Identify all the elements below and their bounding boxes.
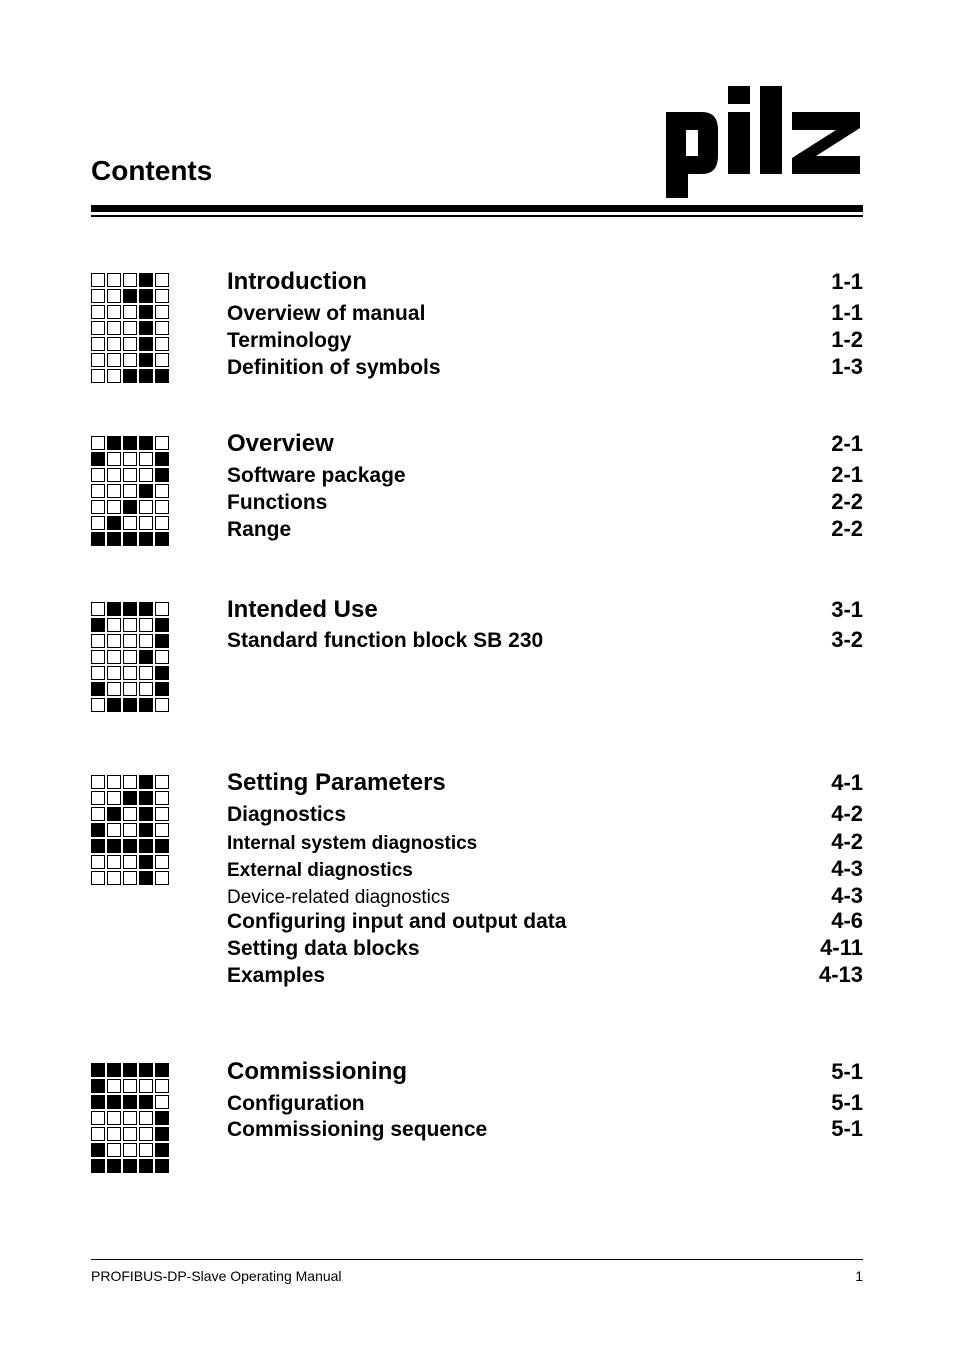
icon-cell [107,775,121,789]
chapter-number-icon [91,436,169,546]
icon-cell [139,1127,153,1141]
toc-entry-label: External diagnostics [227,860,413,881]
icon-cell [155,452,169,466]
icon-cell [155,698,169,712]
icon-cell [123,500,137,514]
toc-entry-page: 4-6 [831,908,863,933]
toc-entry[interactable] [227,803,863,825]
icon-cell [139,452,153,466]
icon-cell [155,775,169,789]
icon-cell [123,1063,137,1077]
toc-entry[interactable] [227,1118,863,1140]
icon-cell [91,500,105,514]
icon-cell [155,1079,169,1093]
icon-cell [155,436,169,450]
icon-cell [123,1111,137,1125]
icon-cell [107,353,121,367]
icon-cell [107,618,121,632]
chapter-number-icon [91,273,169,383]
icon-cell [107,839,121,853]
icon-cell [107,823,121,837]
icon-cell [91,289,105,303]
icon-cell [107,321,121,335]
icon-cell [155,1143,169,1157]
icon-cell [107,1143,121,1157]
toc-entry-label: Functions [227,491,328,514]
icon-cell [107,516,121,530]
icon-cell [139,698,153,712]
icon-cell [91,698,105,712]
icon-cell [155,791,169,805]
icon-cell [91,468,105,482]
icon-cell [107,369,121,383]
toc-chapter-entry[interactable] [227,432,863,456]
toc-entry[interactable] [227,518,863,540]
icon-cell [139,1063,153,1077]
toc-entry-label: Internal system diagnostics [227,833,478,854]
icon-cell [155,321,169,335]
icon-cell [107,1159,121,1173]
header-rule-thick [91,205,863,212]
icon-cell [155,532,169,546]
icon-cell [123,602,137,616]
icon-cell [155,468,169,482]
toc-entry-label: Overview of manual [227,302,426,325]
icon-cell [91,273,105,287]
icon-cell [139,634,153,648]
toc-entry-page: 1-2 [831,327,863,352]
toc-entry-label: Terminology [227,329,352,352]
icon-cell [107,871,121,885]
icon-cell [155,353,169,367]
icon-cell [139,618,153,632]
toc-entry[interactable] [227,910,863,932]
icon-cell [107,791,121,805]
icon-cell [123,452,137,466]
icon-cell [123,1095,137,1109]
icon-cell [91,1127,105,1141]
toc-entry[interactable] [227,629,863,651]
icon-cell [107,305,121,319]
toc-entry-page: 4-3 [831,856,863,881]
icon-cell [139,369,153,383]
icon-cell [107,337,121,351]
icon-cell [123,1127,137,1141]
icon-cell [123,618,137,632]
toc-entry-page: 3-2 [831,627,863,652]
icon-cell [123,289,137,303]
icon-cell [91,666,105,680]
icon-cell [155,273,169,287]
icon-cell [107,634,121,648]
icon-cell [139,516,153,530]
icon-cell [139,1111,153,1125]
icon-cell [123,634,137,648]
icon-cell [123,650,137,664]
icon-cell [91,775,105,789]
icon-cell [139,468,153,482]
chapter-number-icon [91,1063,169,1173]
icon-cell [139,532,153,546]
icon-cell [91,532,105,546]
icon-cell [123,1143,137,1157]
icon-cell [91,484,105,498]
icon-cell [107,468,121,482]
icon-cell [155,500,169,514]
toc-entry-label: Software package [227,464,406,487]
icon-cell [107,436,121,450]
toc-entry-page: 4-2 [831,829,863,854]
page-title: Contents [91,155,213,186]
icon-cell [139,1159,153,1173]
toc-entry-page: 4-13 [818,962,863,987]
icon-cell [107,682,121,696]
icon-cell [139,855,153,869]
toc-entry-label: Introduction [227,268,367,295]
icon-cell [155,1063,169,1077]
icon-cell [139,839,153,853]
icon-cell [91,1159,105,1173]
toc-entry-page: 5-1 [831,1090,863,1115]
toc-entry-label: Overview [227,430,334,457]
toc-entry[interactable] [227,302,863,324]
icon-cell [123,484,137,498]
icon-cell [139,666,153,680]
icon-cell [91,839,105,853]
icon-cell [91,807,105,821]
toc-chapter-entry[interactable] [227,270,863,294]
toc-entry-label: Commissioning sequence [227,1118,488,1141]
icon-cell [123,807,137,821]
icon-cell [123,666,137,680]
toc-entry-page: 2-1 [831,431,863,456]
toc-entry-page: 1-3 [831,354,863,379]
icon-cell [107,807,121,821]
chapter-number-icon [91,602,169,712]
icon-cell [123,337,137,351]
icon-cell [107,1063,121,1077]
icon-cell [123,1079,137,1093]
pilz-logo [664,84,864,200]
toc-entry-label: Setting data blocks [227,937,420,960]
toc-entry[interactable] [227,858,863,880]
icon-cell [139,602,153,616]
icon-cell [91,650,105,664]
toc-entry[interactable] [227,885,863,907]
icon-cell [107,698,121,712]
icon-cell [123,353,137,367]
icon-cell [139,1079,153,1093]
icon-cell [91,823,105,837]
icon-cell [123,273,137,287]
toc-entry[interactable] [227,329,863,351]
icon-cell [123,682,137,696]
toc-entry-page: 4-3 [831,883,863,908]
icon-cell [139,337,153,351]
chapter-number-icon [91,775,169,885]
icon-cell [107,1127,121,1141]
toc-entry-page: 1-1 [831,300,863,325]
icon-cell [155,855,169,869]
icon-cell [123,516,137,530]
toc-entry[interactable] [227,831,863,853]
icon-cell [139,791,153,805]
icon-cell [139,321,153,335]
toc-entry[interactable] [227,356,863,378]
icon-cell [139,1143,153,1157]
toc-entry-label: Intended Use [227,596,378,623]
toc-entry-label: Definition of symbols [227,356,441,379]
header-rule-thin [91,215,863,217]
toc-entry-label: Standard function block SB 230 [227,629,544,652]
icon-cell [107,452,121,466]
icon-cell [107,289,121,303]
icon-cell [139,353,153,367]
toc-entry-page: 4-11 [820,935,863,960]
toc-entry-page: 3-1 [831,597,863,622]
icon-cell [139,650,153,664]
icon-cell [139,484,153,498]
icon-cell [107,484,121,498]
icon-cell [91,1095,105,1109]
icon-cell [139,871,153,885]
toc-chapter-entry[interactable] [227,1060,863,1084]
icon-cell [123,321,137,335]
icon-cell [155,289,169,303]
icon-cell [123,839,137,853]
icon-cell [91,353,105,367]
icon-cell [139,500,153,514]
icon-cell [91,452,105,466]
icon-cell [123,855,137,869]
icon-cell [107,532,121,546]
icon-cell [155,634,169,648]
icon-cell [107,500,121,514]
icon-cell [91,369,105,383]
icon-cell [123,1159,137,1173]
toc-entry-label: Commissioning [227,1058,408,1085]
icon-cell [123,823,137,837]
icon-cell [155,839,169,853]
icon-cell [107,1111,121,1125]
icon-cell [91,855,105,869]
toc-entry[interactable] [227,964,863,986]
toc-chapter-entry[interactable] [227,598,863,622]
icon-cell [123,532,137,546]
icon-cell [91,516,105,530]
icon-cell [91,337,105,351]
footer-title: PROFIBUS-DP-Slave Operating Manual [91,1268,342,1284]
icon-cell [91,618,105,632]
toc-entry-page: 5-1 [831,1116,863,1141]
icon-cell [155,516,169,530]
icon-cell [91,682,105,696]
toc-entry[interactable] [227,1092,863,1114]
icon-cell [139,436,153,450]
icon-cell [139,775,153,789]
icon-cell [155,337,169,351]
icon-cell [155,602,169,616]
icon-cell [123,871,137,885]
icon-cell [91,871,105,885]
icon-cell [155,1127,169,1141]
toc-entry[interactable] [227,937,863,959]
icon-cell [155,618,169,632]
icon-cell [107,1079,121,1093]
icon-cell [123,775,137,789]
icon-cell [91,321,105,335]
toc-entry-page: 2-2 [831,516,863,541]
icon-cell [107,855,121,869]
icon-cell [155,369,169,383]
toc-entry-page: 1-1 [831,269,863,294]
icon-cell [139,289,153,303]
icon-cell [107,650,121,664]
icon-cell [123,698,137,712]
toc-entry-label: Configuring input and output data [227,910,567,933]
icon-cell [91,305,105,319]
toc-entry-label: Configuration [227,1092,365,1115]
icon-cell [139,823,153,837]
icon-cell [91,1143,105,1157]
icon-cell [155,1095,169,1109]
toc-entry-label: Range [227,518,292,541]
toc-entry-page: 2-1 [831,462,863,487]
toc-entry-label: Examples [227,964,326,987]
toc-entry[interactable] [227,464,863,486]
icon-cell [123,305,137,319]
icon-cell [123,468,137,482]
toc-entry[interactable] [227,491,863,513]
icon-cell [107,666,121,680]
icon-cell [155,871,169,885]
icon-cell [155,1159,169,1173]
icon-cell [91,1063,105,1077]
toc-entry-label: Device-related diagnostics [227,887,450,908]
footer-page-number: 1 [855,1268,863,1284]
icon-cell [155,650,169,664]
icon-cell [91,436,105,450]
icon-cell [91,791,105,805]
icon-cell [155,666,169,680]
toc-entry-label: Setting Parameters [227,769,446,796]
icon-cell [123,791,137,805]
icon-cell [139,682,153,696]
icon-cell [155,484,169,498]
toc-chapter-entry[interactable] [227,771,863,795]
icon-cell [123,436,137,450]
toc-entry-page: 4-1 [831,770,863,795]
icon-cell [107,602,121,616]
toc-entry-page: 2-2 [831,489,863,514]
icon-cell [91,634,105,648]
icon-cell [155,823,169,837]
icon-cell [139,273,153,287]
toc-entry-page: 5-1 [831,1059,863,1084]
icon-cell [91,602,105,616]
toc-entry-label: Diagnostics [227,803,347,826]
icon-cell [139,807,153,821]
icon-cell [91,1111,105,1125]
footer-rule [91,1259,863,1260]
icon-cell [155,682,169,696]
icon-cell [155,807,169,821]
icon-cell [123,369,137,383]
toc-entry-page: 4-2 [831,801,863,826]
icon-cell [91,1079,105,1093]
icon-cell [155,305,169,319]
icon-cell [107,1095,121,1109]
icon-cell [155,1111,169,1125]
icon-cell [107,273,121,287]
icon-cell [139,305,153,319]
icon-cell [139,1095,153,1109]
